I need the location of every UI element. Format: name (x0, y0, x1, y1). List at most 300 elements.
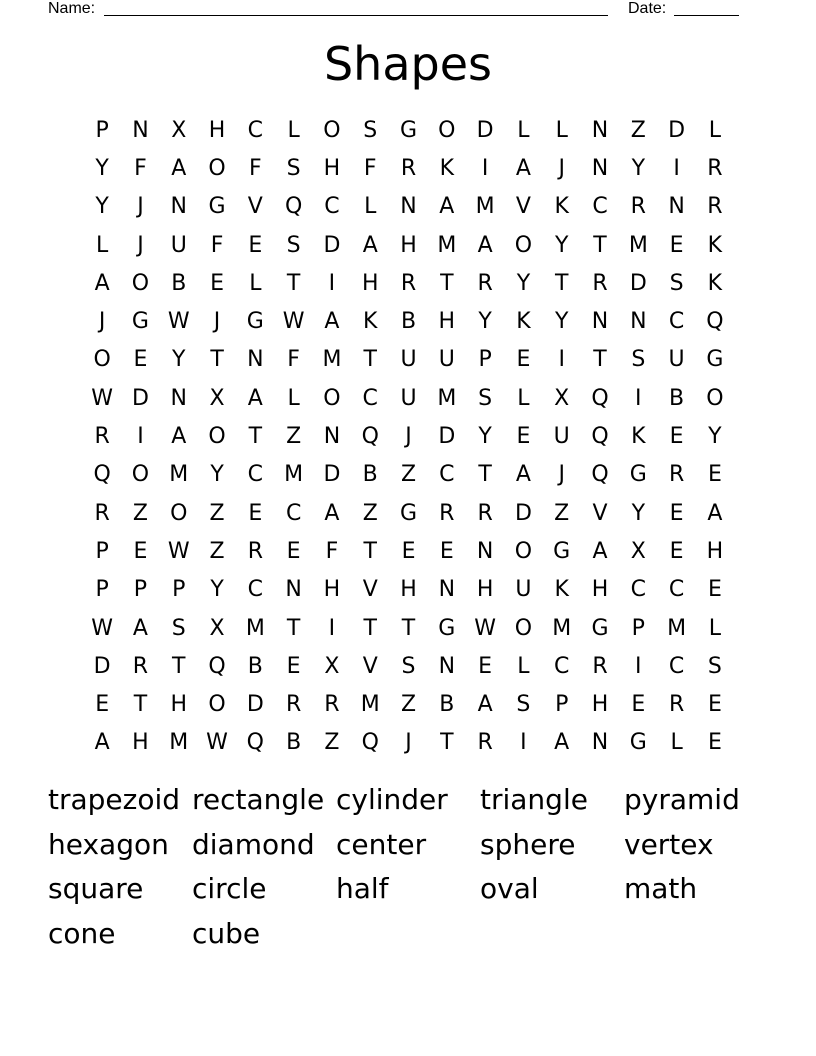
grid-letter: X (630, 538, 646, 564)
grid-letter: H (400, 232, 417, 258)
grid-letter: A (707, 500, 723, 526)
grid-letter: P (95, 117, 109, 143)
grid-letter: E (210, 270, 224, 296)
grid-letter: I (481, 155, 489, 181)
grid-letter: J (213, 309, 221, 335)
grid-letter: D (668, 117, 686, 143)
grid-letter: C (439, 462, 455, 488)
word-bank-item: square (48, 872, 144, 905)
grid-letter: N (591, 309, 609, 335)
grid-letter: E (248, 500, 263, 526)
grid-letter: A (439, 194, 455, 220)
grid-letter: P (133, 577, 148, 603)
grid-letter: H (208, 117, 226, 143)
grid-letter: U (553, 424, 570, 450)
grid-letter: E (478, 653, 493, 679)
grid-letter: Y (478, 424, 492, 450)
grid-letter: L (708, 117, 722, 143)
grid-letter: Y (516, 270, 531, 296)
grid-letter: C (285, 500, 302, 526)
grid-letter: L (670, 730, 683, 756)
grid-letter: F (325, 538, 339, 564)
grid-letter: I (137, 424, 144, 450)
grid-letter: T (363, 615, 377, 641)
grid-letter: Y (631, 155, 646, 181)
grid-letter: B (400, 309, 417, 335)
grid-letter: G (438, 615, 456, 641)
grid-letter: S (286, 232, 301, 258)
grid-letter: B (669, 385, 685, 411)
grid-letter: Z (362, 500, 378, 526)
grid-letter: C (630, 577, 646, 603)
grid-letter: J (558, 155, 565, 181)
grid-letter: K (707, 232, 723, 258)
grid-letter: Q (591, 462, 609, 488)
grid-letter: S (363, 117, 378, 143)
grid-letter: R (592, 270, 608, 296)
grid-letter: R (592, 653, 608, 679)
grid-letter: E (707, 692, 722, 718)
grid-letter: K (516, 309, 531, 335)
grid-letter: O (131, 462, 150, 488)
grid-letter: N (591, 155, 609, 181)
grid-letter: Z (286, 424, 302, 450)
grid-letter: H (591, 692, 609, 718)
grid-letter: R (707, 155, 723, 181)
grid-letter: N (132, 117, 149, 143)
word-bank-item: oval (480, 872, 539, 905)
grid-letter: E (707, 730, 722, 756)
grid-letter: H (170, 692, 188, 718)
grid-letter: Y (554, 309, 569, 335)
grid-letter: E (95, 692, 110, 718)
grid-letter: M (437, 232, 457, 258)
grid-letter: H (476, 577, 494, 603)
grid-letter: O (438, 117, 456, 143)
grid-letter: Z (209, 500, 225, 526)
word-bank-item: trapezoid (48, 783, 181, 816)
grid-letter: W (91, 615, 114, 641)
grid-letter: K (554, 577, 569, 603)
grid-letter: F (363, 155, 377, 181)
grid-letter: R (477, 500, 493, 526)
grid-letter: E (669, 232, 684, 258)
grid-letter: E (669, 538, 684, 564)
word-bank-item: center (336, 827, 427, 861)
grid-letter: E (516, 347, 531, 373)
grid-letter: M (360, 692, 380, 718)
grid-letter: B (439, 692, 455, 718)
grid-letter: O (208, 692, 226, 718)
grid-letter: E (707, 462, 722, 488)
grid-letter: L (517, 385, 530, 411)
grid-letter: E (669, 500, 684, 526)
grid-letter: N (591, 730, 609, 756)
grid-letter: E (248, 232, 263, 258)
grid-letter: A (132, 615, 148, 641)
grid-letter: R (324, 692, 340, 718)
word-bank-item: triangle (480, 783, 588, 816)
grid-letter: E (133, 538, 148, 564)
grid-letter: R (400, 270, 417, 296)
grid-letter: A (592, 538, 608, 564)
grid-letter: I (635, 653, 642, 679)
grid-letter: Z (400, 692, 417, 718)
grid-letter: R (477, 730, 493, 756)
grid-letter: O (208, 155, 226, 181)
grid-letter: A (477, 232, 493, 258)
header (48, 0, 748, 20)
grid-letter: V (362, 577, 378, 603)
grid-letter: F (210, 232, 224, 258)
grid-letter: S (669, 270, 684, 296)
grid-letter: L (96, 232, 109, 258)
grid-letter: B (362, 462, 378, 488)
grid-letter: R (668, 462, 685, 488)
grid-letter: O (514, 538, 533, 564)
grid-letter: Y (172, 347, 186, 373)
grid-letter: H (361, 270, 379, 296)
grid-letter: C (592, 194, 608, 220)
grid-letter: K (554, 194, 569, 220)
grid-letter: M (169, 730, 189, 756)
grid-letter: C (362, 385, 378, 411)
grid-letter: G (399, 500, 418, 526)
grid-letter: T (286, 270, 301, 296)
grid-letter: A (94, 270, 110, 296)
grid-letter: W (474, 615, 496, 641)
grid-letter: O (170, 500, 188, 526)
grid-letter: Z (630, 117, 646, 143)
grid-letter: J (405, 730, 412, 756)
grid-letter: Q (591, 385, 609, 411)
word-bank (48, 778, 768, 956)
grid-letter: R (247, 538, 263, 564)
grid-letter: X (209, 615, 225, 641)
grid-letter: R (94, 424, 110, 450)
grid-letter: Y (554, 232, 569, 258)
grid-letter: E (286, 538, 301, 564)
grid-letter: V (247, 194, 263, 220)
grid-letter: R (94, 500, 110, 526)
grid-letter: E (401, 538, 416, 564)
grid-letter: J (558, 462, 565, 488)
grid-letter: D (246, 692, 264, 718)
word-bank-item: vertex (624, 827, 714, 861)
grid-letter: A (477, 692, 493, 718)
word-bank-item: pyramid (624, 783, 740, 816)
grid-letter: W (206, 730, 228, 756)
grid-letter: U (668, 347, 685, 373)
grid-letter: G (246, 309, 264, 335)
grid-letter: T (554, 270, 569, 296)
grid-letter: T (478, 462, 492, 488)
grid-letter: S (171, 615, 186, 641)
letter-grid (83, 111, 734, 762)
grid-letter: L (517, 653, 530, 679)
grid-letter: P (95, 538, 109, 564)
grid-letter: U (438, 347, 455, 373)
grid-letter: Q (93, 462, 111, 488)
grid-letter: L (287, 385, 300, 411)
grid-letter: M (169, 462, 189, 488)
grid-letter: L (249, 270, 262, 296)
date-blank-line (674, 15, 739, 16)
grid-letter: Z (324, 730, 340, 756)
grid-letter: V (592, 500, 608, 526)
grid-letter: E (439, 538, 454, 564)
grid-letter: G (208, 194, 226, 220)
grid-letter: R (477, 270, 493, 296)
grid-letter: G (591, 615, 609, 641)
page-title: Shapes (323, 37, 492, 91)
grid-letter: Z (400, 462, 417, 488)
grid-letter: I (673, 155, 680, 181)
grid-letter: R (132, 653, 149, 679)
grid-letter: G (629, 730, 647, 756)
word-bank-item: circle (192, 872, 267, 905)
grid-letter: T (440, 270, 454, 296)
grid-letter: P (172, 577, 186, 603)
grid-letter: I (328, 270, 336, 296)
grid-letter: A (324, 309, 340, 335)
grid-letter: T (593, 347, 607, 373)
grid-letter: H (400, 577, 417, 603)
grid-letter: X (171, 117, 187, 143)
grid-letter: J (137, 232, 144, 258)
grid-letter: E (631, 692, 646, 718)
grid-letter: A (324, 500, 340, 526)
grid-letter: F (134, 155, 147, 181)
grid-letter: C (247, 117, 264, 143)
grid-letter: V (515, 194, 531, 220)
grid-letter: N (285, 577, 302, 603)
word-bank-item: sphere (480, 827, 576, 861)
grid-letter: P (95, 577, 109, 603)
grid-letter: V (362, 653, 378, 679)
grid-letter: S (478, 385, 493, 411)
grid-letter: D (476, 117, 494, 143)
grid-letter: H (591, 577, 609, 603)
grid-letter: Y (478, 309, 492, 335)
grid-letter: T (363, 347, 377, 373)
grid-letter: F (287, 347, 300, 373)
grid-letter: Z (554, 500, 570, 526)
grid-letter: M (284, 462, 304, 488)
grid-letter: R (400, 155, 417, 181)
grid-letter: H (438, 309, 456, 335)
grid-letter: N (400, 194, 417, 220)
grid-letter: A (94, 730, 110, 756)
grid-letter: D (514, 500, 532, 526)
grid-letter: N (170, 385, 187, 411)
grid-letter: S (631, 347, 646, 373)
grid-letter: G (131, 309, 149, 335)
grid-letter: A (171, 424, 187, 450)
grid-letter: H (706, 538, 724, 564)
grid-letter: I (520, 730, 527, 756)
grid-letter: M (552, 615, 572, 641)
grid-letter: C (247, 577, 264, 603)
grid-letter: M (667, 615, 687, 641)
name-label: Name: (48, 0, 96, 17)
grid-letter: Z (132, 500, 148, 526)
grid-letter: O (323, 385, 341, 411)
grid-letter: H (323, 577, 341, 603)
grid-letter: P (631, 615, 645, 641)
grid-letter: N (170, 194, 187, 220)
grid-letter: Q (284, 194, 303, 220)
grid-letter: U (170, 232, 187, 258)
grid-letter: T (286, 615, 301, 641)
grid-letter: Y (95, 155, 109, 181)
grid-letter: B (247, 653, 263, 679)
grid-letter: Q (706, 309, 724, 335)
grid-letter: N (247, 347, 264, 373)
grid-letter: S (707, 653, 722, 679)
grid-letter: B (171, 270, 187, 296)
word-bank-item: rectangle (192, 783, 325, 816)
grid-letter: T (593, 232, 607, 258)
grid-letter: W (167, 538, 190, 564)
grid-letter: C (247, 462, 264, 488)
grid-letter: N (323, 424, 341, 450)
grid-letter: I (635, 385, 642, 411)
grid-letter: O (706, 385, 724, 411)
grid-letter: G (553, 538, 571, 564)
grid-letter: D (93, 653, 111, 679)
name-blank-line (104, 15, 608, 16)
grid-letter: Y (708, 424, 722, 450)
grid-letter: J (98, 309, 106, 335)
grid-letter: C (668, 577, 685, 603)
grid-letter: N (438, 577, 456, 603)
grid-letter: R (630, 194, 646, 220)
grid-letter: G (399, 117, 418, 143)
grid-letter: U (400, 347, 417, 373)
grid-letter: D (323, 232, 341, 258)
grid-letter: H (132, 730, 149, 756)
grid-letter: L (708, 615, 722, 641)
grid-letter: P (478, 347, 492, 373)
word-bank-item: diamond (192, 827, 315, 861)
grid-letter: R (707, 194, 723, 220)
grid-letter: K (363, 309, 378, 335)
grid-letter: M (437, 385, 457, 411)
grid-letter: Q (246, 730, 264, 756)
grid-letter: S (516, 692, 531, 718)
grid-letter: U (400, 385, 417, 411)
grid-letter: J (405, 424, 412, 450)
grid-letter: K (707, 270, 723, 296)
grid-letter: A (515, 462, 531, 488)
grid-letter: D (131, 385, 149, 411)
grid-letter: W (282, 309, 305, 335)
word-bank-item: math (624, 872, 698, 905)
grid-letter: I (558, 347, 565, 373)
grid-letter: R (668, 692, 685, 718)
word-bank-item: half (336, 872, 389, 905)
grid-letter: C (554, 653, 570, 679)
grid-letter: R (285, 692, 302, 718)
grid-letter: O (93, 347, 111, 373)
grid-letter: M (628, 232, 648, 258)
grid-letter: C (324, 194, 340, 220)
grid-letter: Q (361, 730, 379, 756)
grid-letter: T (363, 538, 377, 564)
grid-letter: A (171, 155, 187, 181)
grid-letter: T (172, 653, 186, 679)
grid-letter: D (629, 270, 647, 296)
grid-letter: X (209, 385, 225, 411)
grid-letter: N (668, 194, 685, 220)
grid-letter: Y (210, 577, 224, 603)
grid-letter: D (323, 462, 341, 488)
grid-letter: T (248, 424, 263, 450)
word-bank-item: cone (48, 916, 116, 950)
grid-letter: L (287, 117, 300, 143)
grid-letter: A (247, 385, 263, 411)
grid-letter: O (131, 270, 150, 296)
grid-letter: E (669, 424, 684, 450)
grid-letter: S (286, 155, 301, 181)
grid-letter: O (323, 117, 341, 143)
grid-letter: W (167, 309, 190, 335)
grid-letter: H (323, 155, 341, 181)
grid-letter: N (438, 653, 456, 679)
grid-letter: C (668, 653, 685, 679)
grid-letter: B (286, 730, 302, 756)
grid-letter: L (364, 194, 377, 220)
grid-letter: G (706, 347, 724, 373)
grid-letter: T (210, 347, 224, 373)
grid-letter: Y (210, 462, 224, 488)
grid-letter: X (324, 653, 340, 679)
grid-letter: W (91, 385, 114, 411)
grid-letter: G (629, 462, 647, 488)
grid-letter: Q (208, 653, 226, 679)
grid-letter: A (362, 232, 378, 258)
grid-letter: Q (361, 424, 379, 450)
word-bank-item: cube (192, 916, 261, 950)
grid-letter: M (475, 194, 495, 220)
grid-letter: S (401, 653, 416, 679)
grid-letter: O (514, 232, 533, 258)
grid-letter: P (555, 692, 569, 718)
grid-letter: L (555, 117, 568, 143)
date-label: Date: (628, 0, 667, 17)
word-bank-item: cylinder (336, 783, 448, 816)
grid-letter: N (591, 117, 609, 143)
grid-letter: X (554, 385, 570, 411)
grid-letter: I (328, 615, 336, 641)
grid-letter: L (517, 117, 530, 143)
grid-letter: N (630, 309, 647, 335)
grid-letter: T (133, 692, 148, 718)
grid-letter: E (516, 424, 531, 450)
grid-letter: Y (631, 500, 646, 526)
grid-letter: Y (95, 194, 109, 220)
word-bank-item: hexagon (48, 827, 169, 861)
grid-letter: R (439, 500, 455, 526)
grid-letter: A (515, 155, 531, 181)
grid-letter: J (137, 194, 144, 220)
grid-letter: O (208, 424, 226, 450)
grid-letter: K (631, 424, 646, 450)
grid-letter: E (286, 653, 301, 679)
grid-letter: N (476, 538, 494, 564)
grid-letter: T (401, 615, 416, 641)
